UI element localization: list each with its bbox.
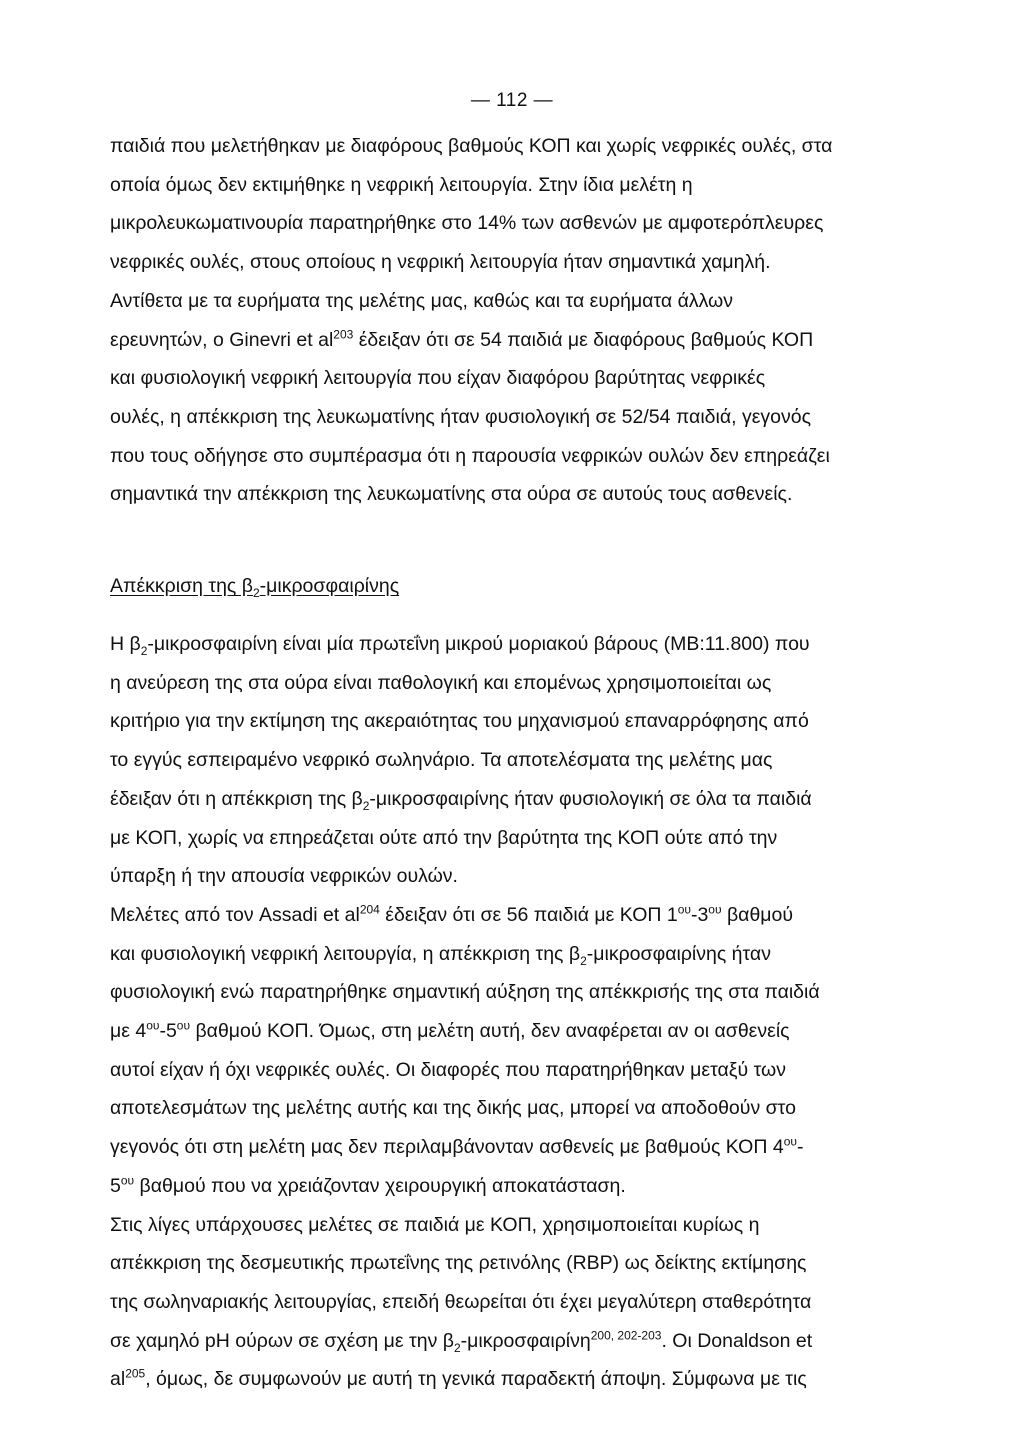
page-number: — 112 — bbox=[470, 90, 554, 111]
paragraph-5 bbox=[110, 1206, 900, 1400]
heading-text: -μικροσφαιρίνης bbox=[259, 575, 400, 597]
text-line: -μικροσφαιρίνη bbox=[460, 1329, 591, 1352]
ordinal-superscript: ου bbox=[120, 1173, 135, 1188]
heading-subscript: 2 bbox=[252, 585, 260, 600]
paragraph-3 bbox=[110, 625, 900, 896]
text-line: Μελέτες από τον Assadi et al bbox=[110, 903, 360, 926]
text-line: το εγγύς εσπειραμένο νεφρικό σωληνάριο. Τα αποτελέσματα της μελέτης μας bbox=[110, 749, 773, 772]
text-line: - bbox=[796, 1136, 804, 1159]
text-line: ερευνητών, ο Ginevri et al bbox=[110, 328, 334, 351]
ordinal-superscript: ου bbox=[677, 902, 691, 917]
text-line: ουλές, η απέκκριση της λευκωματίνης ήταν φυσιολογική σε 52/54 παιδιά, γεγονός bbox=[110, 405, 811, 428]
text-line: ύπαρξη ή την απουσία νεφρικών ουλών. bbox=[110, 865, 458, 888]
section-heading bbox=[110, 575, 399, 598]
text-line: αποτελεσμάτων της μελέτης αυτής και της δικής μας, μπορεί να αποδοθούν στο bbox=[110, 1097, 796, 1120]
text-line: παιδιά που μελετήθηκαν με διαφόρους βαθμούς ΚΟΠ και χωρίς νεφρικές ουλές, στα bbox=[110, 135, 833, 157]
paragraph-4 bbox=[110, 896, 900, 1206]
text-line: . Οι Donaldson et bbox=[661, 1329, 813, 1352]
ordinal-superscript: ου bbox=[176, 1018, 191, 1033]
text-line: -μικροσφαιρίνης ήταν bbox=[586, 942, 771, 965]
text-line: και φυσιολογική νεφρική λειτουργία, η απέκκριση της β bbox=[110, 942, 581, 965]
text-line: νεφρικές ουλές, στους οποίους η νεφρική λειτουργία ήταν σημαντικά χαμηλή. bbox=[110, 251, 771, 274]
citation-superscript: 205 bbox=[125, 1366, 146, 1381]
text-line: , όμως, δε συμφωνούν με αυτή τη γενικά παραδεκτή άποψη. Σύμφωνα με τις bbox=[145, 1368, 807, 1391]
text-line: -5 bbox=[159, 1020, 177, 1043]
text-line: γεγονός ότι στη μελέτη μας δεν περιλαμβάνονταν ασθενείς με βαθμούς ΚΟΠ 4 bbox=[110, 1136, 784, 1159]
text-line: σε χαμηλό pH ούρων σε σχέση με την β bbox=[110, 1329, 454, 1352]
text-line: βαθμού που να χρειάζονταν χειρουργική αποκατάσταση. bbox=[134, 1174, 626, 1197]
text-line: κριτήριο για την εκτίμηση της ακεραιότητας του μηχανισμού επαναρρόφησης από bbox=[110, 710, 809, 733]
ordinal-superscript: ου bbox=[708, 902, 722, 917]
text-line: 5 bbox=[110, 1174, 121, 1197]
ordinal-superscript: ου bbox=[783, 1134, 797, 1149]
text-line: που τους οδήγησε στο συμπέρασμα ότι η παρουσία νεφρικών ουλών δεν επηρεάζει bbox=[110, 444, 830, 467]
ordinal-superscript: ου bbox=[146, 1018, 160, 1033]
text-line: Στις λίγες υπάρχουσες μελέτες σε παιδιά με ΚΟΠ, χρησιμοποιείται κυρίως η bbox=[110, 1213, 760, 1236]
text-line: Αντίθετα με τα ευρήματα της μελέτης μας, καθώς και τα ευρήματα άλλων bbox=[110, 289, 734, 312]
text-line: -3 bbox=[690, 903, 709, 926]
text-line: Η β bbox=[110, 633, 141, 655]
text-line: -μικροσφαιρίνης ήταν φυσιολογική σε όλα τα παιδιά bbox=[369, 787, 812, 810]
text-line: al bbox=[110, 1368, 126, 1391]
text-line: με ΚΟΠ, χωρίς να επηρεάζεται ούτε από την βαρύτητα της ΚΟΠ ούτε από την bbox=[110, 826, 778, 849]
text-line: η ανεύρεση της στα ούρα είναι παθολογική και επομένως χρησιμοποιείται ως bbox=[110, 671, 772, 694]
text-line: μικρολευκωματινουρία παρατηρήθηκε στο 14% των ασθενών με αμφοτερόπλευρες bbox=[110, 212, 824, 235]
text-line: απέκκριση της δεσμευτικής πρωτεΐνης της ρετινόλης (RBP) ως δείκτης εκτίμησης bbox=[110, 1252, 807, 1275]
text-line: σημαντικά την απέκκριση της λευκωματίνης στα ούρα σε αυτούς τους ασθενείς. bbox=[110, 483, 793, 506]
text-line: της σωληναριακής λειτουργίας, επειδή θεωρείται ότι έχει μεγαλύτερη σταθερότητα bbox=[110, 1290, 812, 1313]
subscript: 2 bbox=[362, 798, 370, 813]
subscript: 2 bbox=[140, 643, 148, 658]
text-line: έδειξαν ότι η απέκκριση της β bbox=[110, 787, 363, 810]
text-line: με 4 bbox=[110, 1020, 147, 1043]
subscript: 2 bbox=[453, 1340, 461, 1355]
text-line: και φυσιολογική νεφρική λειτουργία που είχαν διαφόρου βαρύτητας νεφρικές bbox=[110, 367, 766, 390]
bottom-text-block bbox=[110, 625, 900, 1399]
text-line: -μικροσφαιρίνη είναι μία πρωτεΐνη μικρού μοριακού βάρους (MB:11.800) που bbox=[147, 633, 810, 655]
paragraph-1 bbox=[110, 127, 900, 282]
paragraph-2 bbox=[110, 282, 900, 514]
text-line: βαθμού bbox=[721, 903, 794, 926]
text-line: έδειξαν ότι σε 54 παιδιά με διαφόρους βαθμούς ΚΟΠ bbox=[353, 328, 814, 351]
text-line: βαθμού ΚΟΠ. Όμως, στη μελέτη αυτή, δεν αναφέρεται αν οι ασθενείς bbox=[190, 1020, 790, 1043]
heading-text: Απέκκριση της β bbox=[110, 575, 253, 597]
citation-superscript: 200, 202-203 bbox=[590, 1328, 662, 1343]
text-line: φυσιολογική ενώ παρατηρήθηκε σημαντική αύξηση της απέκκρισής της στα παιδιά bbox=[110, 981, 820, 1004]
text-line: έδειξαν ότι σε 56 παιδιά με ΚΟΠ 1 bbox=[379, 903, 678, 926]
text-line: οποία όμως δεν εκτιμήθηκε η νεφρική λειτουργία. Στην ίδια μελέτη η bbox=[110, 173, 693, 196]
citation-superscript: 203 bbox=[333, 327, 354, 342]
top-text-block bbox=[110, 127, 900, 514]
subscript: 2 bbox=[580, 953, 587, 968]
text-line: αυτοί είχαν ή όχι νεφρικές ουλές. Οι διαφορές που παρατηρήθηκαν μεταξύ των bbox=[110, 1058, 787, 1081]
citation-superscript: 204 bbox=[359, 902, 380, 917]
